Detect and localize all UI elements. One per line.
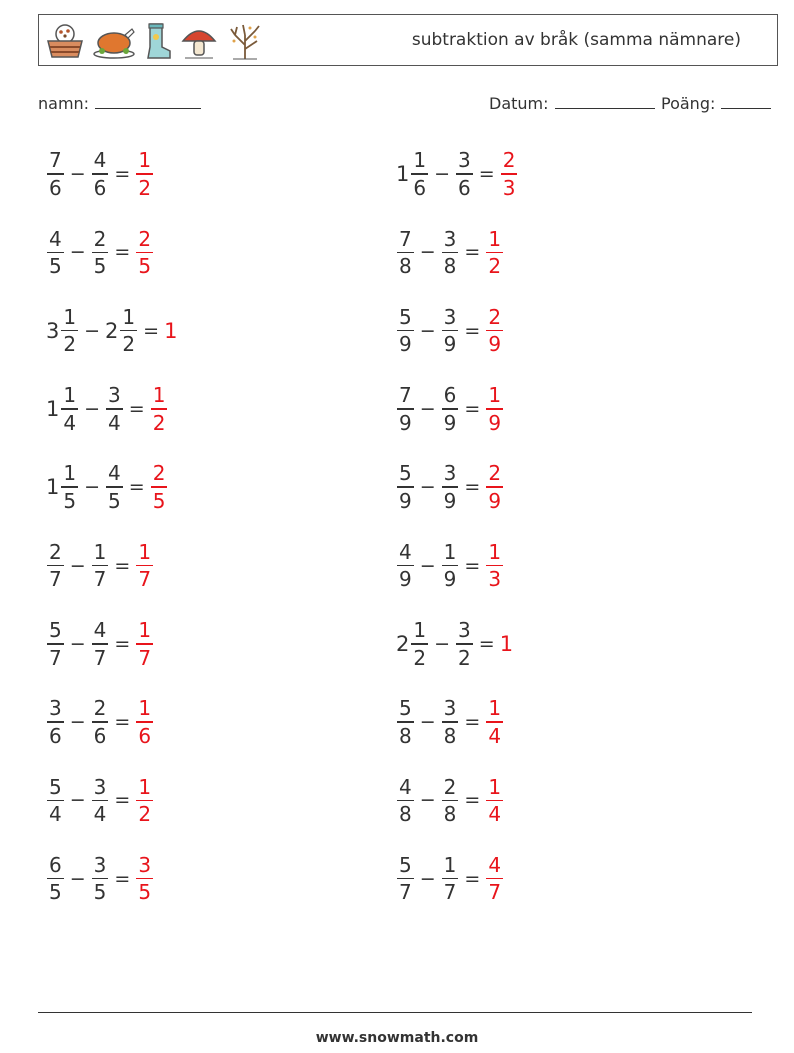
subtrahend-fraction <box>120 304 137 358</box>
subtrahend-denominator: 7 <box>93 567 107 592</box>
minus-sign: − <box>69 241 86 264</box>
answer-fraction <box>486 226 503 280</box>
score-field[interactable] <box>661 94 771 113</box>
minuend-numerator: 5 <box>399 852 412 877</box>
problem-row <box>46 143 154 205</box>
answer-fraction <box>136 226 153 280</box>
answer-denominator: 5 <box>152 488 166 513</box>
minuend-denominator: 9 <box>399 410 412 435</box>
subtrahend-numerator: 1 <box>122 304 136 329</box>
minuend-numerator: 5 <box>399 304 412 329</box>
date-label: Datum: <box>489 94 549 113</box>
minuend-fraction <box>411 617 428 671</box>
minuend-denominator: 7 <box>49 567 62 592</box>
minuend-whole: 1 <box>46 396 60 421</box>
basket-icon <box>45 21 85 61</box>
answer-numerator: 1 <box>152 383 166 408</box>
minuend-whole: 2 <box>396 631 410 656</box>
problem-row <box>46 613 154 675</box>
subtrahend-numerator: 6 <box>443 383 457 408</box>
minuend-numerator: 1 <box>413 148 427 173</box>
answer-denominator: 9 <box>488 488 502 513</box>
problem-row <box>46 221 154 283</box>
roast-chicken-icon <box>91 21 137 61</box>
minuend-denominator: 9 <box>399 567 412 592</box>
problem-row <box>396 769 504 831</box>
problem-row <box>46 535 154 597</box>
subtrahend-fraction <box>92 617 109 671</box>
minuend-denominator: 8 <box>399 723 412 748</box>
minuend-whole: 3 <box>46 318 60 343</box>
minuend-numerator: 7 <box>399 383 412 408</box>
subtrahend-denominator: 6 <box>458 175 471 200</box>
equals-sign: = <box>464 397 481 420</box>
subtrahend-numerator: 3 <box>443 696 457 721</box>
subtrahend-denominator: 2 <box>458 645 471 670</box>
problem-row <box>46 848 154 910</box>
minuend-fraction <box>61 304 78 358</box>
answer-denominator: 3 <box>502 175 516 200</box>
subtrahend-fraction <box>442 460 459 514</box>
minus-sign: − <box>419 867 436 890</box>
minuend-fraction <box>47 226 64 280</box>
subtrahend-fraction <box>442 382 459 436</box>
subtrahend-denominator: 9 <box>443 567 457 592</box>
minuend-denominator: 9 <box>399 488 412 513</box>
answer-denominator: 3 <box>488 567 502 592</box>
subtrahend-numerator: 3 <box>443 226 457 251</box>
problem-row <box>396 456 504 518</box>
subtrahend-fraction <box>106 382 123 436</box>
subtrahend-numerator: 4 <box>93 148 107 173</box>
minus-sign: − <box>419 319 436 342</box>
minuend-denominator: 7 <box>49 645 62 670</box>
minuend-fraction <box>61 460 78 514</box>
equals-sign: = <box>478 632 495 655</box>
minuend-fraction <box>411 147 428 201</box>
answer-denominator: 2 <box>488 254 502 279</box>
score-label: Poäng: <box>661 94 716 113</box>
subtrahend-numerator: 3 <box>93 852 107 877</box>
answer-denominator: 7 <box>138 645 152 670</box>
answer-numerator: 1 <box>488 539 502 564</box>
minuend-numerator: 2 <box>49 539 62 564</box>
name-field[interactable] <box>38 94 201 113</box>
minuend-fraction <box>397 226 414 280</box>
minuend-numerator: 4 <box>49 226 62 251</box>
minus-sign: − <box>419 241 436 264</box>
minuend-numerator: 5 <box>49 774 62 799</box>
minuend-denominator: 2 <box>63 332 77 357</box>
equals-sign: = <box>114 554 131 577</box>
answer-denominator: 4 <box>488 802 502 827</box>
rain-boot-icon <box>143 21 173 61</box>
equals-sign: = <box>464 476 481 499</box>
equals-sign: = <box>114 867 131 890</box>
subtrahend-denominator: 9 <box>443 488 457 513</box>
answer-numerator: 1 <box>138 774 152 799</box>
answer-numerator: 2 <box>502 148 516 173</box>
minuend-denominator: 4 <box>49 802 62 827</box>
minuend-fraction <box>397 852 414 906</box>
answer-numerator: 2 <box>488 461 502 486</box>
minuend-numerator: 4 <box>399 774 412 799</box>
answer-fraction <box>136 774 153 828</box>
equals-sign: = <box>114 789 131 812</box>
footer-url: www.snowmath.com <box>315 1030 479 1046</box>
subtrahend-fraction <box>442 539 459 593</box>
minuend-denominator: 6 <box>49 175 62 200</box>
minuend-numerator: 4 <box>399 539 412 564</box>
answer-denominator: 9 <box>488 332 502 357</box>
problem-row <box>396 378 504 440</box>
subtrahend-fraction <box>442 226 459 280</box>
subtrahend-fraction <box>92 695 109 749</box>
answer-fraction <box>486 382 503 436</box>
subtrahend-fraction <box>456 617 473 671</box>
minus-sign: − <box>69 632 86 655</box>
subtrahend-numerator: 3 <box>458 618 471 643</box>
answer-fraction <box>136 147 153 201</box>
minuend-fraction <box>61 382 78 436</box>
problem-row <box>46 456 168 518</box>
subtrahend-fraction <box>92 539 109 593</box>
subtrahend-numerator: 3 <box>443 461 457 486</box>
answer-numerator: 4 <box>488 852 502 877</box>
answer-fraction <box>151 460 168 514</box>
minuend-fraction <box>47 695 64 749</box>
subtrahend-numerator: 1 <box>443 852 457 877</box>
minuend-denominator: 8 <box>399 802 412 827</box>
subtrahend-denominator: 5 <box>108 488 121 513</box>
subtrahend-fraction <box>442 852 459 906</box>
answer-numerator: 1 <box>488 774 502 799</box>
answer-denominator: 4 <box>488 723 502 748</box>
minuend-numerator: 1 <box>63 461 77 486</box>
minuend-fraction <box>397 460 414 514</box>
header-box <box>38 14 778 66</box>
subtrahend-numerator: 4 <box>93 618 107 643</box>
minus-sign: − <box>69 867 86 890</box>
equals-sign: = <box>464 711 481 734</box>
minuend-denominator: 8 <box>399 254 412 279</box>
minus-sign: − <box>69 554 86 577</box>
subtrahend-denominator: 6 <box>93 175 107 200</box>
subtrahend-denominator: 5 <box>93 880 107 905</box>
minus-sign: − <box>84 397 101 420</box>
subtrahend-fraction <box>442 695 459 749</box>
answer-fraction <box>151 382 168 436</box>
equals-sign: = <box>464 789 481 812</box>
answer-fraction <box>501 147 518 201</box>
answer-numerator: 3 <box>138 852 152 877</box>
subtrahend-numerator: 4 <box>108 461 121 486</box>
problem-row <box>396 221 504 283</box>
subtrahend-denominator: 6 <box>93 723 107 748</box>
minuend-numerator: 5 <box>49 618 62 643</box>
score-line[interactable] <box>721 94 771 109</box>
answer-numerator: 2 <box>488 304 502 329</box>
equals-sign: = <box>128 476 145 499</box>
subtrahend-numerator: 2 <box>93 696 107 721</box>
subtrahend-denominator: 5 <box>93 254 107 279</box>
footer-divider <box>38 1012 752 1013</box>
equals-sign: = <box>464 554 481 577</box>
answer-whole: 1 <box>164 318 178 343</box>
minus-sign: − <box>434 163 451 185</box>
minus-sign: − <box>419 476 436 499</box>
minuend-numerator: 1 <box>63 304 77 329</box>
subtrahend-numerator: 1 <box>443 539 457 564</box>
minuend-denominator: 2 <box>413 645 427 670</box>
subtrahend-denominator: 4 <box>108 410 121 435</box>
subtrahend-fraction <box>106 460 123 514</box>
subtrahend-denominator: 8 <box>443 254 457 279</box>
equals-sign: = <box>114 632 131 655</box>
equals-sign: = <box>478 163 495 185</box>
answer-fraction <box>486 774 503 828</box>
minuend-fraction <box>397 774 414 828</box>
header-icons <box>45 19 265 63</box>
answer-fraction <box>136 695 153 749</box>
minuend-fraction <box>47 774 64 828</box>
minuend-numerator: 3 <box>49 696 62 721</box>
minuend-fraction <box>397 539 414 593</box>
equals-sign: = <box>143 319 160 342</box>
answer-whole: 1 <box>499 631 514 656</box>
answer-fraction <box>486 852 503 906</box>
minuend-denominator: 9 <box>399 332 412 357</box>
subtrahend-denominator: 2 <box>122 332 136 357</box>
minus-sign: − <box>69 163 86 185</box>
answer-denominator: 2 <box>152 410 166 435</box>
subtrahend-denominator: 9 <box>443 410 457 435</box>
subtrahend-numerator: 3 <box>443 304 457 329</box>
equals-sign: = <box>114 241 131 264</box>
answer-fraction <box>486 460 503 514</box>
equals-sign: = <box>114 711 131 734</box>
date-line[interactable] <box>555 94 655 109</box>
minuend-whole: 1 <box>396 162 410 186</box>
subtrahend-fraction <box>92 147 109 201</box>
minuend-numerator: 1 <box>413 618 427 643</box>
answer-fraction <box>136 617 153 671</box>
minuend-whole: 1 <box>46 475 60 500</box>
problem-row <box>46 378 168 440</box>
subtrahend-denominator: 8 <box>443 802 457 827</box>
subtrahend-numerator: 3 <box>93 774 107 799</box>
equals-sign: = <box>128 397 145 420</box>
minus-sign: − <box>419 789 436 812</box>
minus-sign: − <box>434 632 451 655</box>
subtrahend-numerator: 2 <box>443 774 457 799</box>
minus-sign: − <box>69 711 86 734</box>
answer-denominator: 7 <box>138 567 152 592</box>
minuend-numerator: 5 <box>399 461 412 486</box>
subtrahend-numerator: 2 <box>93 226 107 251</box>
subtrahend-numerator: 3 <box>458 148 471 173</box>
minuend-fraction <box>397 382 414 436</box>
problem-row <box>396 613 513 675</box>
minuend-numerator: 7 <box>49 148 62 173</box>
minuend-fraction <box>47 147 64 201</box>
answer-numerator: 1 <box>488 226 502 251</box>
minuend-fraction <box>397 304 414 358</box>
name-label: namn: <box>38 94 90 113</box>
minuend-denominator: 5 <box>49 254 62 279</box>
subtrahend-denominator: 7 <box>443 880 457 905</box>
subtrahend-denominator: 9 <box>443 332 457 357</box>
name-line[interactable] <box>95 94 201 109</box>
answer-numerator: 1 <box>138 618 152 643</box>
problem-row <box>396 300 504 362</box>
answer-denominator: 5 <box>138 880 152 905</box>
answer-denominator: 2 <box>138 802 152 827</box>
subtrahend-denominator: 8 <box>443 723 457 748</box>
answer-fraction <box>136 539 153 593</box>
minuend-denominator: 5 <box>63 488 77 513</box>
equals-sign: = <box>464 241 481 264</box>
minuend-fraction <box>47 852 64 906</box>
minuend-numerator: 6 <box>49 852 62 877</box>
minuend-denominator: 5 <box>49 880 62 905</box>
answer-numerator: 1 <box>138 539 152 564</box>
minuend-numerator: 7 <box>399 226 412 251</box>
minuend-fraction <box>397 695 414 749</box>
subtrahend-fraction <box>92 226 109 280</box>
problem-row <box>46 691 154 753</box>
subtrahend-denominator: 4 <box>93 802 107 827</box>
minuend-numerator: 1 <box>63 383 77 408</box>
minus-sign: − <box>419 554 436 577</box>
minus-sign: − <box>84 319 101 342</box>
minuend-denominator: 6 <box>413 175 427 200</box>
minus-sign: − <box>69 789 86 812</box>
answer-denominator: 2 <box>138 175 152 200</box>
minuend-denominator: 7 <box>399 880 412 905</box>
answer-denominator: 6 <box>138 723 152 748</box>
answer-numerator: 1 <box>488 383 502 408</box>
minuend-denominator: 4 <box>63 410 77 435</box>
minus-sign: − <box>419 711 436 734</box>
problem-row <box>46 300 177 362</box>
subtrahend-numerator: 1 <box>93 539 107 564</box>
answer-denominator: 5 <box>138 254 152 279</box>
minuend-numerator: 5 <box>399 696 412 721</box>
problem-row <box>396 848 504 910</box>
answer-denominator: 9 <box>488 410 502 435</box>
problem-row <box>46 769 154 831</box>
answer-numerator: 2 <box>152 461 166 486</box>
minus-sign: − <box>419 397 436 420</box>
minus-sign: − <box>84 476 101 499</box>
answer-fraction <box>136 852 153 906</box>
answer-fraction <box>486 304 503 358</box>
mushroom-icon <box>179 21 219 61</box>
minuend-fraction <box>47 617 64 671</box>
answer-denominator: 7 <box>488 880 502 905</box>
answer-numerator: 2 <box>138 226 152 251</box>
worksheet-title: subtraktion av bråk (samma nämnare) <box>411 30 741 50</box>
answer-numerator: 1 <box>488 696 502 721</box>
answer-numerator: 1 <box>138 148 152 173</box>
answer-fraction <box>486 695 503 749</box>
date-field[interactable] <box>489 94 655 113</box>
answer-numerator: 1 <box>138 696 152 721</box>
answer-fraction <box>486 539 503 593</box>
subtrahend-denominator: 7 <box>93 645 107 670</box>
problem-row <box>396 691 504 753</box>
minuend-fraction <box>47 539 64 593</box>
subtrahend-numerator: 3 <box>108 383 121 408</box>
subtrahend-fraction <box>456 147 473 201</box>
equals-sign: = <box>114 163 131 185</box>
equals-sign: = <box>464 319 481 342</box>
subtrahend-fraction <box>92 774 109 828</box>
equals-sign: = <box>464 867 481 890</box>
subtrahend-whole: 2 <box>105 318 119 343</box>
subtrahend-fraction <box>92 852 109 906</box>
problem-row <box>396 535 504 597</box>
subtrahend-fraction <box>442 774 459 828</box>
minuend-denominator: 6 <box>49 723 62 748</box>
problem-row <box>396 143 518 205</box>
subtrahend-fraction <box>442 304 459 358</box>
bare-tree-icon <box>225 21 265 61</box>
